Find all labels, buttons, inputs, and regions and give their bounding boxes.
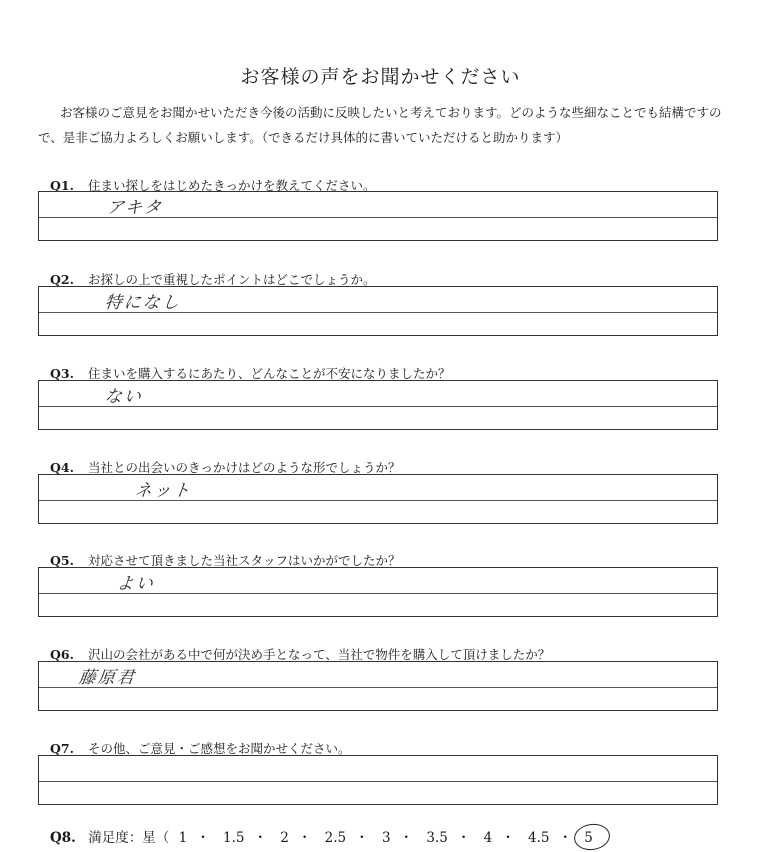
- question-number: Q3.: [50, 366, 74, 381]
- rating-option-4[interactable]: 4: [483, 830, 493, 846]
- rating-option-1[interactable]: 1: [178, 830, 188, 846]
- rating-option-2[interactable]: 2: [280, 830, 289, 846]
- question-text: その他、ご意見・ご感想をお聞かせください。: [87, 741, 351, 756]
- answer-box-2[interactable]: [38, 286, 718, 336]
- question-text: 沢山の会社がある中で何が決め手となって、当社で物件を購入して頂けましたか？: [87, 647, 551, 662]
- handwritten-answer: よい: [115, 574, 156, 594]
- handwritten-answer: アキタ: [105, 198, 164, 218]
- selection-circle-icon: [573, 822, 612, 852]
- question-number: Q6.: [50, 647, 74, 662]
- question-number: Q7.: [50, 741, 74, 756]
- question-number: Q4.: [50, 460, 74, 475]
- survey-title: お客様の声をお聞かせください: [240, 66, 521, 88]
- answer-box-7[interactable]: [38, 755, 718, 805]
- satisfaction-label: 満足度：星（: [88, 830, 170, 846]
- question-number: Q5.: [50, 553, 74, 568]
- answer-box-6[interactable]: [38, 661, 718, 711]
- answer-box-1[interactable]: [38, 191, 718, 241]
- rating-option-4-5[interactable]: 4.5: [528, 830, 550, 846]
- ruled-line: [39, 781, 717, 782]
- ruled-line: [39, 687, 717, 688]
- rating-option-5-selected[interactable]: 5: [584, 830, 593, 846]
- handwritten-answer: 藤原君: [77, 668, 137, 688]
- answer-box-5[interactable]: [38, 567, 718, 617]
- rating-option-3[interactable]: 3: [381, 830, 391, 846]
- handwritten-answer: 特になし: [103, 293, 182, 313]
- question-text: 対応させて頂きました当社スタッフはいかがでしたか？: [87, 553, 401, 568]
- question-number: Q1.: [50, 178, 74, 193]
- survey-intro: お客様のご意見をお聞かせいただき今後の活動に反映したいと考えております。どのような些細なことでも結構ですので、是非ご協力よろしくお願いします。（できるだけ具体的に書いていただけると助かります）: [38, 105, 722, 145]
- handwritten-answer: ネット: [133, 481, 193, 501]
- question-text: 住まいを購入するにあたり、どんなことが不安になりましたか？: [87, 366, 451, 381]
- question-text: お探しの上で重視したポイントはどこでしょうか。: [87, 272, 376, 287]
- question-8-satisfaction: Q8. 満足度：星（ 1 ・ 1.5 ・ 2 ・ 2.5 ・ 3 ・ 3.5 ・ 4 ・ 4.5 ・ 5: [50, 826, 593, 846]
- question-text: 住まい探しをはじめたきっかけを教えてください。: [87, 178, 376, 193]
- rating-option-2-5[interactable]: 2.5: [324, 830, 347, 846]
- answer-box-3[interactable]: [38, 380, 718, 430]
- question-number: Q8.: [50, 830, 76, 846]
- question-text: 当社との出会いのきっかけはどのような形でしょうか？: [87, 460, 401, 475]
- answer-box-4[interactable]: [38, 474, 718, 524]
- rating-option-1-5[interactable]: 1.5: [222, 830, 245, 846]
- question-number: Q2.: [50, 272, 74, 287]
- rating-option-3-5[interactable]: 3.5: [426, 830, 448, 846]
- handwritten-answer: ない: [103, 387, 144, 407]
